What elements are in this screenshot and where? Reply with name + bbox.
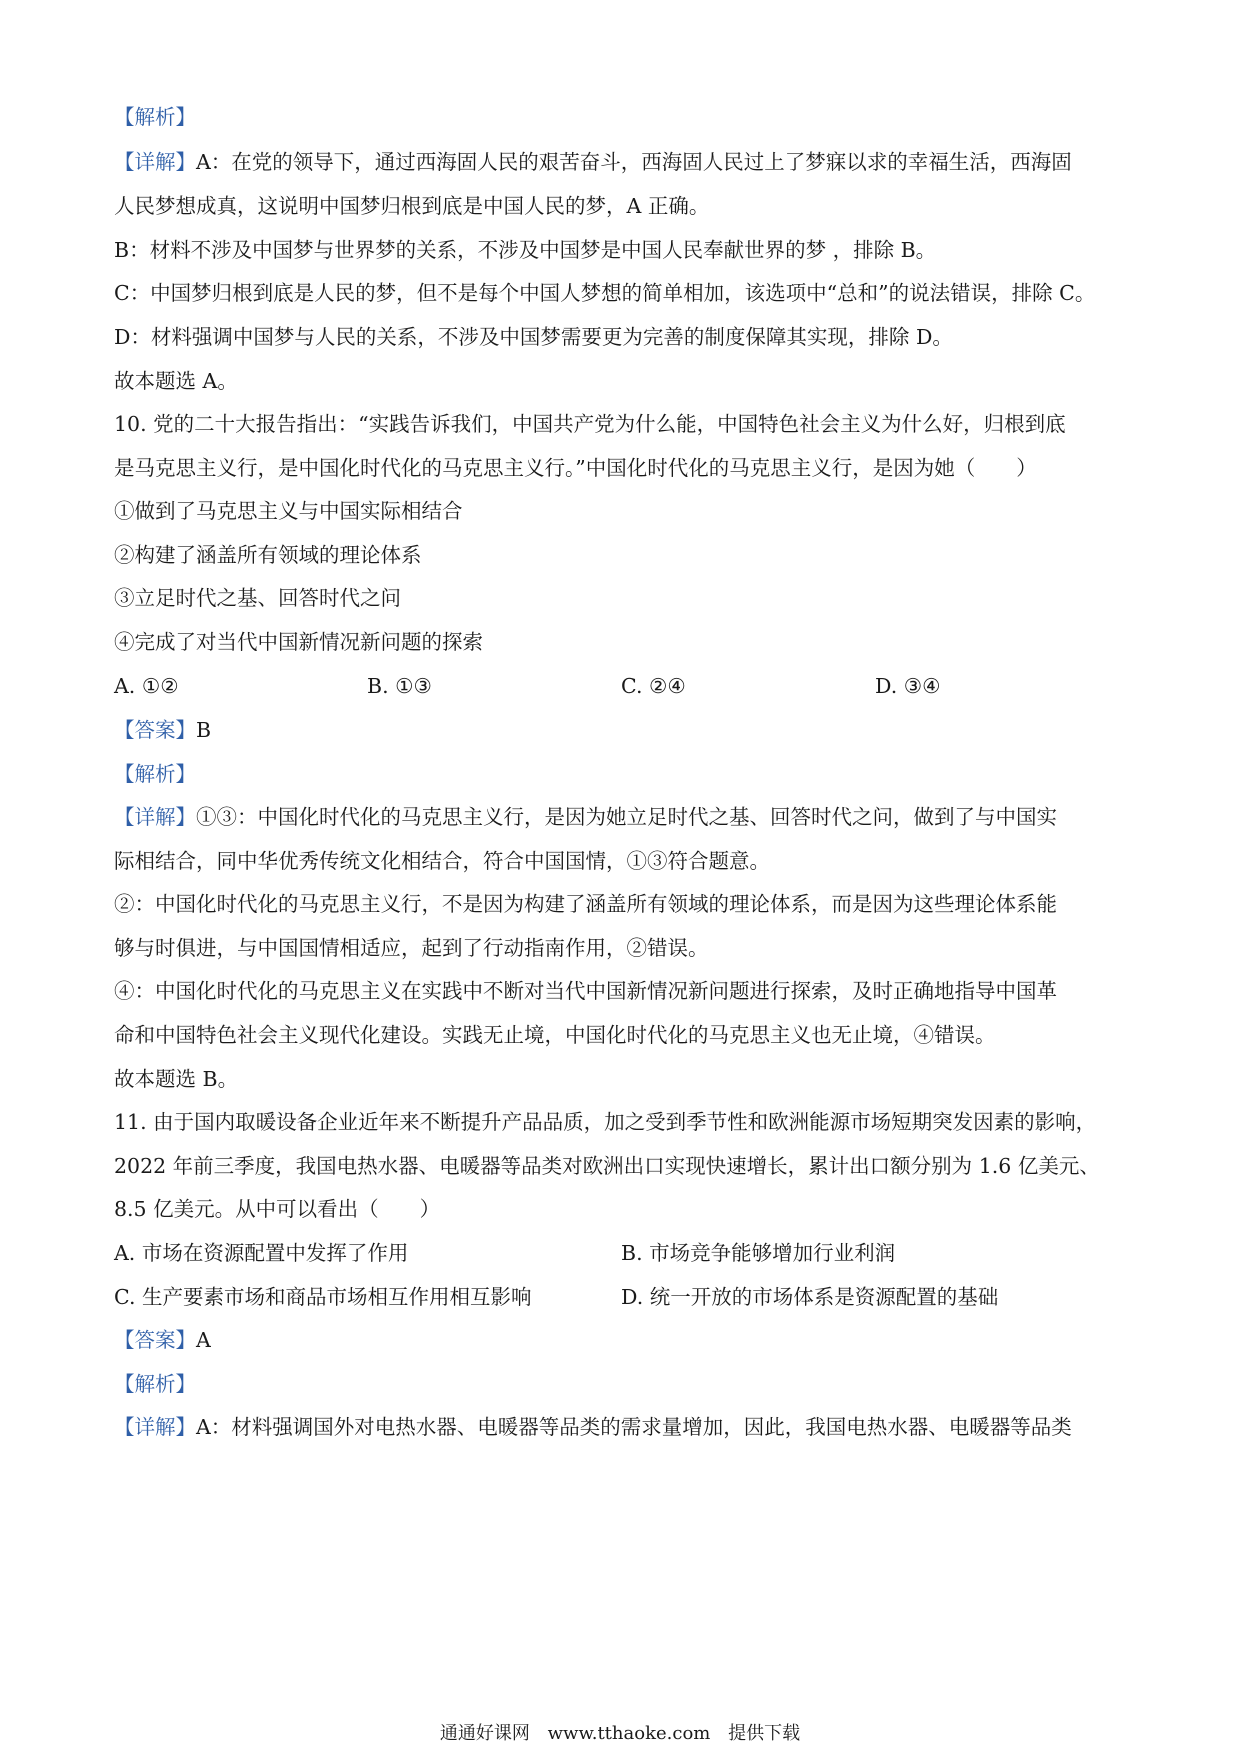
detail-line: [114, 1413, 1134, 1441]
detail-text: A：材料强调国外对电热水器、电暖器等品类的需求量增加，因此，我国电热水器、电暖器等品类: [196, 1415, 1072, 1439]
detail-line: ②：中国化时代化的马克思主义行，不是因为构建了涵盖所有领域的理论体系，而是因为这些理论体系能: [114, 892, 1057, 916]
detail-text: A：在党的领导下，通过西海固人民的艰苦奋斗，西海固人民过上了梦寐以求的幸福生活，西海固: [196, 150, 1072, 174]
question-11-stem: 2022 年前三季度，我国电热水器、电暖器等品类对欧洲出口实现快速增长，累计出口额分别为 1.6 亿美元、: [114, 1154, 1100, 1178]
answer-line: [114, 716, 1134, 744]
analysis-label: 【解析】: [114, 105, 196, 129]
detail-tag: 【详解】: [114, 805, 196, 829]
option-a: A. 市场在资源配置中发挥了作用: [114, 1241, 409, 1265]
detail-line: 命和中国特色社会主义现代化建设。实践无止境，中国化时代化的马克思主义也无止境，④错误。: [114, 1023, 996, 1047]
page-footer: [0, 1722, 1240, 1746]
statement-item: ②构建了涵盖所有领域的理论体系: [114, 543, 422, 567]
statement-item: ①做到了马克思主义与中国实际相结合: [114, 499, 463, 523]
answer-value: B: [196, 718, 212, 742]
detail-option-b: B：材料不涉及中国梦与世界梦的关系，不涉及中国梦是中国人民奉献世界的梦 ，排除 B。: [114, 238, 937, 262]
question-10-stem: 10. 党的二十大报告指出：“实践告诉我们，中国共产党为什么能，中国特色社会主义为什么好，归根到底: [114, 412, 1066, 436]
answer-line: [114, 1326, 1134, 1354]
option-b: B. 市场竞争能够增加行业利润: [621, 1241, 896, 1265]
detail-line: ④：中国化时代化的马克思主义在实践中不断对当代中国新情况新问题进行探索，及时正确地指导中国革: [114, 979, 1057, 1003]
footer-url[interactable]: www.tthaoke.com: [547, 1723, 711, 1744]
option-c: C. 生产要素市场和商品市场相互作用相互影响: [114, 1285, 532, 1309]
option-c: C. ②④: [621, 674, 686, 698]
option-d: D. 统一开放的市场体系是资源配置的基础: [621, 1285, 999, 1309]
question-10-stem: 是马克思主义行，是中国化时代化的马克思主义行。”中国化时代化的马克思主义行，是因为她（ ）: [114, 456, 1037, 480]
detail-line: [114, 803, 1134, 831]
detail-tag: 【详解】: [114, 150, 196, 174]
detail-line: 人民梦想成真，这说明中国梦归根到底是中国人民的梦，A 正确。: [114, 194, 710, 218]
statement-item: ③立足时代之基、回答时代之问: [114, 586, 401, 610]
footer-site-name: 通通好课网: [439, 1723, 530, 1744]
statement-item: ④完成了对当代中国新情况新问题的探索: [114, 630, 483, 654]
conclusion: 故本题选 B。: [114, 1067, 239, 1091]
detail-line: 够与时俱进，与中国国情相适应，起到了行动指南作用，②错误。: [114, 936, 709, 960]
detail-tag: 【详解】: [114, 1415, 196, 1439]
analysis-label: 【解析】: [114, 1372, 196, 1396]
question-11-stem: 11. 由于国内取暖设备企业近年来不断提升产品品质，加之受到季节性和欧洲能源市场短期突发因素的影响，: [114, 1110, 1097, 1134]
detail-option-d: D：材料强调中国梦与人民的关系，不涉及中国梦需要更为完善的制度保障其实现，排除 D。: [114, 325, 953, 349]
conclusion: 故本题选 A。: [114, 369, 238, 393]
option-a: A. ①②: [114, 674, 179, 698]
footer-suffix: 提供下载: [728, 1723, 801, 1744]
detail-text: ①③：中国化时代化的马克思主义行，是因为她立足时代之基、回答时代之问，做到了与中国实: [196, 805, 1057, 829]
detail-option-c: C：中国梦归根到底是人民的梦，但不是每个中国人梦想的简单相加，该选项中“总和”的说法错误，排除 C。: [114, 281, 1096, 305]
option-d: D. ③④: [875, 674, 941, 698]
answer-tag: 【答案】: [114, 718, 196, 742]
detail-line: [114, 148, 1134, 176]
analysis-label: 【解析】: [114, 762, 196, 786]
answer-tag: 【答案】: [114, 1328, 196, 1352]
answer-value: A: [196, 1328, 211, 1352]
option-b: B. ①③: [367, 674, 432, 698]
detail-line: 际相结合，同中华优秀传统文化相结合，符合中国国情，①③符合题意。: [114, 849, 770, 873]
question-11-stem: 8.5 亿美元。从中可以看出（ ）: [114, 1197, 441, 1221]
